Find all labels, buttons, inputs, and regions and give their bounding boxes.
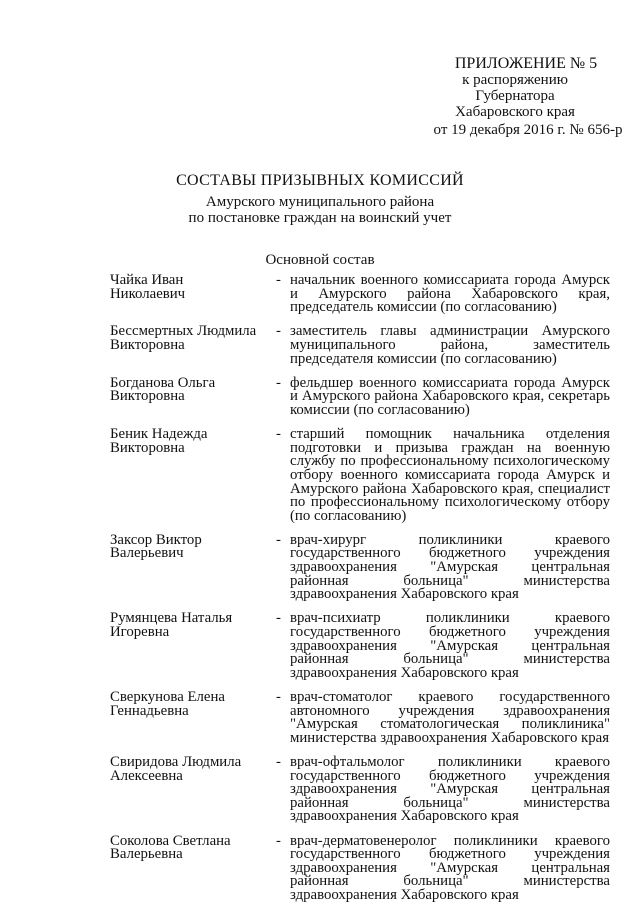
member-role: врач-дерматовенеролог поликлиники краевого государственного бюджетного учреждения здравоохранения "Амурская центральная районная больница" министерства здравоохранения Хабаровского края	[290, 832, 610, 903]
member-row	[110, 428, 610, 523]
member-row	[110, 753, 610, 825]
appendix-header	[390, 56, 640, 138]
member-row	[110, 531, 610, 603]
member-dash: -	[276, 531, 281, 548]
appendix-date: от 19 декабря 2016 г. № 656-р	[433, 122, 623, 138]
member-role: заместитель главы администрации Амурского муниципального района, заместитель председателя комиссии (по согласованию)	[290, 323, 610, 367]
member-row	[110, 691, 610, 745]
member-row	[110, 832, 610, 903]
appendix-title: ПРИЛОЖЕНИЕ № 5	[454, 55, 598, 72]
member-role: врач-психиатр поликлиники краевого государственного бюджетного учреждения здравоохранения "Амурская центральная районная больница" министерства здравоохранения Хабаровского края	[290, 610, 610, 681]
member-dash: -	[276, 689, 281, 705]
member-dash: -	[276, 832, 281, 849]
section-heading: Основной состав	[265, 252, 375, 268]
member-role: фельдшер военного комиссариата города Амурск и Амурского района Хабаровского края, секретарь комиссии (по согласованию)	[290, 374, 610, 418]
member-row	[110, 325, 610, 366]
member-name: Свиридова Людмила Алексеевна	[110, 753, 242, 784]
member-dash: -	[276, 323, 281, 340]
member-name: Бессмертных Людмила Викторовна	[110, 323, 257, 353]
member-name: Румянцева Наталья Игоревна	[110, 610, 233, 641]
member-name: Заксор Виктор Валерьевич	[110, 531, 202, 562]
member-dash: -	[276, 426, 281, 443]
member-name: Беник Надежда Викторовна	[110, 426, 208, 456]
member-role: врач-стоматолог краевого государственного автономного учреждения здравоохранения "Амурская стоматологическая поликлиника" министерства здравоохранения Хабаровского края	[290, 689, 610, 746]
title-block	[0, 171, 640, 269]
document-subtitle-2: по постановке граждан на воинский учет	[188, 210, 452, 226]
member-role: врач-хирург поликлиники краевого государственного бюджетного учреждения здравоохранения "Амурская центральная районная больница" министерства здравоохранения Хабаровского края	[290, 531, 610, 603]
member-name: Чайка Иван Николаевич	[110, 272, 186, 302]
member-role: старший помощник начальника отделения подготовки и призыва граждан на военную службу по профессиональному психологическому отбору военного комиссариата города Амурск и Амурского района Хабаровского края, специалист по профессиональному психологическому отбору (по согласованию)	[290, 426, 610, 524]
member-dash: -	[276, 272, 281, 288]
members-list	[110, 274, 610, 913]
member-dash: -	[276, 753, 281, 770]
member-row	[110, 612, 610, 680]
member-name: Сверкунова Елена Геннадьевна	[110, 689, 225, 719]
member-dash: -	[276, 610, 281, 627]
member-role: начальник военного комиссариата города Амурск и Амурского района Хабаровского края, председатель комиссии (по согласованию)	[290, 272, 610, 316]
appendix-line-1: к распоряжению	[462, 72, 568, 88]
member-dash: -	[276, 374, 281, 391]
member-name: Богданова Ольга Викторовна	[110, 374, 216, 405]
document-title: СОСТАВЫ ПРИЗЫВНЫХ КОМИССИЙ	[176, 172, 464, 189]
member-row	[110, 274, 610, 315]
member-row	[110, 374, 610, 418]
member-name: Соколова Светлана Валерьевна	[110, 832, 231, 863]
member-role: врач-офтальмолог поликлиники краевого государственного бюджетного учреждения здравоохранения "Амурская центральная районная больница" министерства здравоохранения Хабаровского края	[290, 753, 610, 825]
appendix-line-3: Хабаровского края	[455, 104, 575, 120]
document-subtitle-1: Амурского муниципального района	[205, 194, 435, 210]
appendix-line-2: Губернатора	[475, 88, 555, 104]
